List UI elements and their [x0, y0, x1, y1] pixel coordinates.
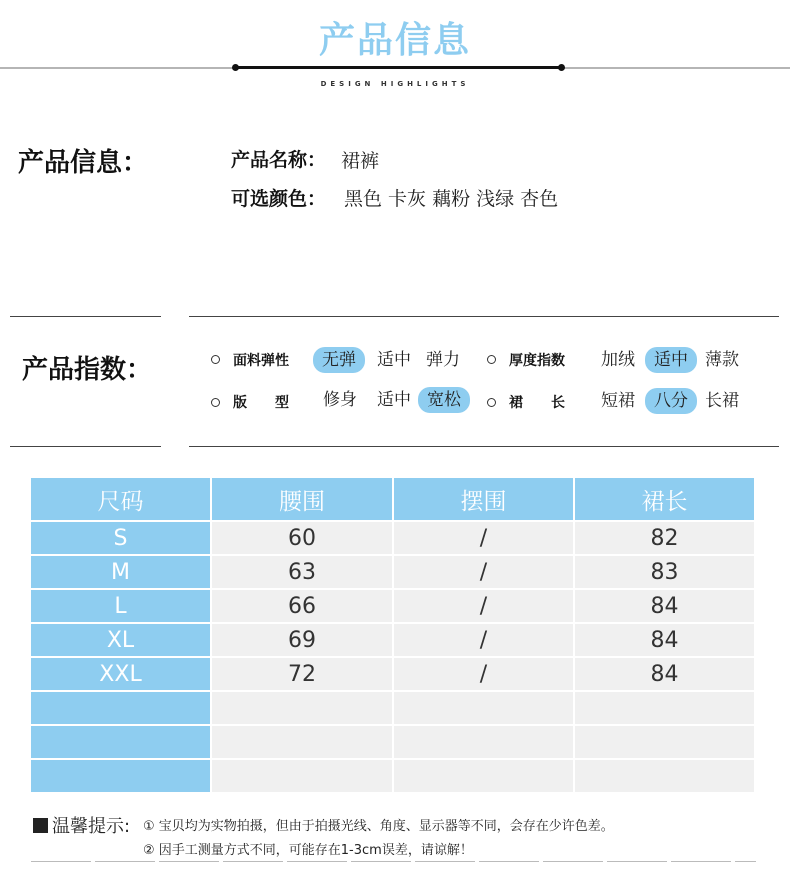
hem-cell — [394, 726, 575, 760]
skirt-length-option-long: 长裙 — [705, 391, 739, 411]
size-cell — [31, 692, 212, 726]
table-row — [31, 760, 756, 794]
size-cell: XXL — [31, 658, 212, 692]
index-section-title: 产品指数： — [22, 355, 153, 385]
size-cell: M — [31, 556, 212, 590]
hem-cell — [394, 760, 575, 794]
thickness-option-thin: 薄款 — [705, 350, 739, 370]
thickness-option-fleece: 加绒 — [601, 350, 635, 370]
table-row — [31, 624, 756, 658]
circle-bullet-icon — [211, 355, 220, 364]
waist-cell — [212, 726, 394, 760]
skirt-length-option-cropped: 八分 — [645, 388, 697, 414]
fabric-elasticity-label: 面料弹性 — [233, 353, 289, 369]
index-top-rule-left — [10, 316, 161, 317]
length-cell: 83 — [575, 556, 756, 590]
table-row — [31, 556, 756, 590]
size-cell: XL — [31, 624, 212, 658]
square-bullet-icon — [33, 818, 48, 833]
size-cell: S — [31, 522, 212, 556]
notes-heading-text: 温馨提示: — [52, 816, 131, 837]
waist-cell — [212, 760, 394, 794]
table-row — [31, 522, 756, 556]
index-bottom-rule-left — [10, 446, 161, 447]
hem-cell: / — [394, 624, 575, 658]
header-length: 裙长 — [575, 478, 756, 522]
ornament-dot-right — [558, 64, 565, 71]
length-cell: 84 — [575, 624, 756, 658]
product-name-value: 裙裤 — [341, 150, 380, 172]
hem-cell: / — [394, 556, 575, 590]
footer-dashed-rule — [31, 861, 756, 862]
waist-cell: 63 — [212, 556, 394, 590]
waist-cell: 72 — [212, 658, 394, 692]
hem-cell — [394, 692, 575, 726]
length-cell — [575, 692, 756, 726]
notes-heading — [33, 812, 130, 838]
size-table — [31, 478, 756, 794]
length-cell: 84 — [575, 658, 756, 692]
info-section-title: 产品信息： — [18, 148, 149, 178]
header-size: 尺码 — [31, 478, 212, 522]
length-cell — [575, 760, 756, 794]
product-name-label: 产品名称： — [231, 149, 327, 171]
thickness-option-medium: 适中 — [645, 347, 697, 373]
table-row — [31, 658, 756, 692]
color-label: 可选颜色： — [231, 188, 327, 210]
note-line-2: ② 因手工测量方式不同，可能存在1-3cm误差，请谅解！ — [143, 843, 473, 858]
page-title: 产品信息 — [318, 20, 471, 61]
color-options-value: 黑色 卡灰 藕粉 浅绿 杏色 — [344, 188, 559, 210]
header-subtitle: DESIGN HIGHLIGHTS — [320, 80, 470, 88]
size-cell — [31, 726, 212, 760]
circle-bullet-icon — [211, 398, 220, 407]
fabric-elasticity-option-stretch: 弹力 — [426, 350, 460, 370]
fabric-elasticity-option-medium: 适中 — [377, 350, 411, 370]
length-cell — [575, 726, 756, 760]
header-waist: 腰围 — [212, 478, 394, 522]
size-table-header-row — [31, 478, 756, 522]
table-row — [31, 726, 756, 760]
hem-cell: / — [394, 522, 575, 556]
index-bottom-rule-right — [189, 446, 779, 447]
length-cell: 82 — [575, 522, 756, 556]
waist-cell: 69 — [212, 624, 394, 658]
thickness-label: 厚度指数 — [509, 353, 565, 369]
fit-label: 版 型 — [233, 395, 289, 411]
skirt-length-option-short: 短裙 — [601, 391, 635, 411]
fit-option-medium: 适中 — [377, 390, 411, 410]
waist-cell — [212, 692, 394, 726]
fit-option-loose: 宽松 — [418, 387, 470, 413]
index-top-rule-right — [189, 316, 779, 317]
fit-option-slim: 修身 — [323, 390, 357, 410]
ornament-dot-left — [232, 64, 239, 71]
note-line-1: ① 宝贝均为实物拍摄，但由于拍摄光线、角度、显示器等不同，会存在少许色差。 — [143, 819, 614, 834]
size-cell — [31, 760, 212, 794]
waist-cell: 60 — [212, 522, 394, 556]
size-cell: L — [31, 590, 212, 624]
circle-bullet-icon — [487, 355, 496, 364]
fabric-elasticity-option-none: 无弹 — [313, 347, 365, 373]
circle-bullet-icon — [487, 398, 496, 407]
skirt-length-label: 裙 长 — [509, 395, 565, 411]
table-row — [31, 590, 756, 624]
header-ornament-line — [236, 66, 562, 69]
length-cell: 84 — [575, 590, 756, 624]
hem-cell: / — [394, 590, 575, 624]
header-hem: 摆围 — [394, 478, 575, 522]
hem-cell: / — [394, 658, 575, 692]
table-row — [31, 692, 756, 726]
waist-cell: 66 — [212, 590, 394, 624]
